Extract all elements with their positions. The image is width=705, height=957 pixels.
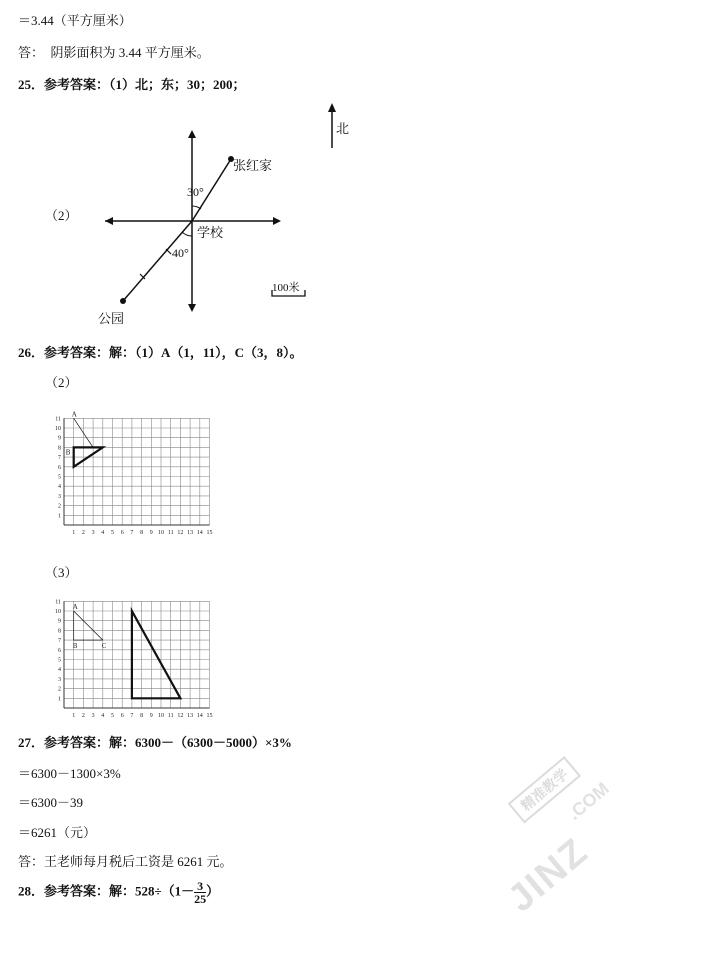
park-point — [120, 298, 126, 304]
scale-label: 100米 — [272, 282, 300, 294]
x-tick-label: 14 — [196, 530, 203, 536]
x-tick-label: 14 — [196, 713, 203, 719]
y-tick-label: 1 — [58, 696, 61, 703]
y-tick-label: 10 — [55, 426, 61, 432]
point-a-label: A — [71, 410, 77, 419]
park-label: 公园 — [98, 311, 125, 326]
q26-heading: 26．参考答案：解：（1）A（1，11），C（3，8）。 — [18, 345, 303, 360]
original-triangle-hypotenuse — [74, 611, 103, 640]
point-c-label: C — [101, 642, 107, 651]
watermark-badge: 精准教学 — [508, 756, 581, 823]
y-tick-label: 8 — [58, 628, 61, 635]
point-a-label: A — [72, 603, 78, 611]
y-tick-label: 6 — [58, 464, 61, 471]
angle-arc-40 — [182, 232, 192, 236]
school-label: 学校 — [197, 225, 224, 240]
angle-30-label: 30° — [187, 185, 204, 199]
y-tick-label: 5 — [58, 474, 61, 481]
x-tick-label: 9 — [149, 713, 153, 719]
x-tick-label: 9 — [149, 530, 153, 536]
x-tick-label: 5 — [111, 530, 114, 536]
y-tick-label: 1 — [58, 513, 61, 520]
x-tick-label: 6 — [120, 530, 124, 536]
watermark-sub: .COM — [563, 778, 613, 824]
x-tick-label: 6 — [120, 713, 124, 719]
x-tick-label: 1 — [72, 530, 76, 536]
direction-map — [95, 100, 375, 325]
point-b-label: B — [65, 448, 71, 457]
x-tick-label: 8 — [140, 530, 144, 536]
q28-suffix: ） — [206, 883, 220, 899]
y-tick-label: 3 — [58, 493, 61, 500]
angle-40-label: 40° — [172, 246, 189, 260]
q27-step1: ＝6300－1300×3% — [18, 766, 121, 781]
x-tick-label: 4 — [101, 713, 105, 719]
x-tick-label: 15 — [206, 713, 213, 719]
y-tick-label: 9 — [58, 435, 61, 442]
x-tick-label: 13 — [187, 530, 194, 536]
watermark — [462, 733, 689, 957]
q27-step2: ＝6300－39 — [18, 795, 84, 810]
q27-heading: 27．参考答案：解：6300－（6300－5000）×3% — [18, 735, 292, 750]
x-tick-label: 12 — [177, 713, 184, 719]
result-line: ＝3.44（平方厘米） — [18, 13, 132, 28]
q28-heading — [18, 880, 219, 905]
x-tick-label: 2 — [81, 530, 85, 536]
x-tick-label: 3 — [91, 530, 95, 536]
x-tick-label: 11 — [167, 530, 174, 536]
watermark-text: JINZ — [500, 830, 597, 921]
x-tick-label: 15 — [206, 530, 213, 536]
x-tick-label: 7 — [130, 530, 134, 536]
x-tick-label: 7 — [130, 713, 134, 719]
y-tick-label: 11 — [55, 599, 61, 606]
y-tick-label: 3 — [58, 676, 61, 683]
x-tick-label: 5 — [111, 713, 114, 719]
x-tick-label: 11 — [167, 713, 174, 719]
y-tick-label: 5 — [58, 657, 61, 664]
coordinate-grid-1 — [40, 403, 235, 543]
y-tick-label: 2 — [58, 503, 61, 510]
x-tick-label: 4 — [101, 530, 105, 536]
q28-numerator: 3 — [194, 880, 206, 893]
y-tick-label: 11 — [55, 416, 61, 423]
q27-step3: ＝6261（元） — [18, 825, 97, 840]
q27-answer: 答：王老师每月税后工资是 6261 元。 — [18, 854, 233, 869]
y-tick-label: 10 — [55, 609, 61, 615]
point-b-label: B — [72, 642, 78, 651]
y-tick-label: 6 — [58, 647, 61, 654]
x-tick-label: 8 — [140, 713, 144, 719]
q26-part3-label: （3） — [45, 565, 78, 580]
route-to-park — [123, 221, 192, 301]
enlarged-triangle — [132, 611, 181, 698]
y-tick-label: 7 — [58, 455, 61, 462]
home-label: 张红家 — [233, 158, 273, 173]
north-label: 北 — [336, 121, 350, 136]
x-tick-label: 10 — [158, 530, 164, 536]
q26-part2-label: （2） — [45, 375, 78, 390]
x-tick-label: 10 — [158, 713, 164, 719]
y-tick-label: 7 — [58, 638, 61, 645]
coordinate-grid-2 — [40, 585, 235, 720]
q28-fraction — [194, 880, 206, 905]
q28-prefix: 28．参考答案：解：528÷（1－ — [18, 883, 195, 899]
q25-heading: 25．参考答案：（1）北；东；30；200； — [18, 77, 246, 92]
y-tick-label: 4 — [58, 484, 61, 491]
y-tick-label: 2 — [58, 686, 61, 693]
y-tick-label: 8 — [58, 445, 61, 452]
q28-denominator: 25 — [194, 892, 207, 906]
y-tick-label: 9 — [58, 618, 61, 625]
x-tick-label: 12 — [177, 530, 184, 536]
x-tick-label: 13 — [187, 713, 194, 719]
x-tick-label: 3 — [91, 713, 95, 719]
answer-line: 答： 阴影面积为 3.44 平方厘米。 — [18, 45, 210, 60]
q25-part2-label: （2） — [45, 208, 78, 223]
x-tick-label: 1 — [72, 713, 76, 719]
y-tick-label: 4 — [58, 667, 61, 674]
x-tick-label: 2 — [81, 713, 85, 719]
